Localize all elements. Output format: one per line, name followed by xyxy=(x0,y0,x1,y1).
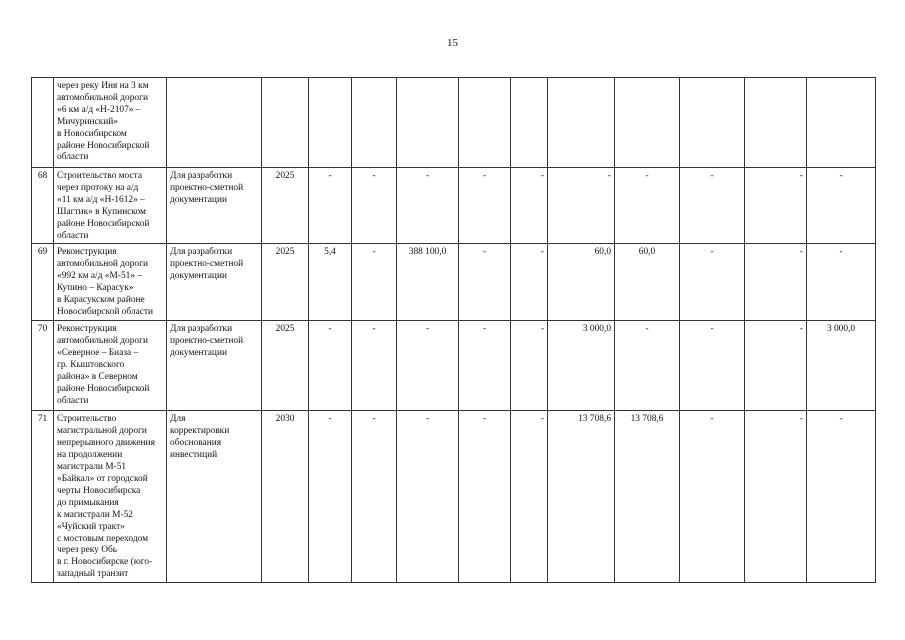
purpose-cell: Для разработки проектно-сметной документации xyxy=(167,244,262,321)
value-cell xyxy=(397,78,459,168)
value-cell: - xyxy=(309,168,352,244)
value-cell: - xyxy=(680,244,745,321)
value-cell: - xyxy=(615,168,680,244)
value-cell: 13 708,6 xyxy=(548,411,615,583)
table-row-continuation xyxy=(32,78,876,168)
purpose-cell: Для корректировки обоснования инвестиций xyxy=(167,411,262,583)
value-cell: 3 000,0 xyxy=(548,321,615,411)
value-cell: - xyxy=(511,321,548,411)
value-cell xyxy=(511,78,548,168)
value-cell: - xyxy=(807,168,876,244)
value-cell: - xyxy=(615,321,680,411)
value-cell: - xyxy=(352,244,397,321)
row-number-cell: 71 xyxy=(32,411,54,583)
project-name-cell: Строительство магистральной дороги непрерывного движения на продолжении магистрали М-51 «Байкал» от городской черты Новосибирска до примыкания к магистрали М-52 «Чуйский тракт» с мостовым переходом через реку Обь в г. Новосибирске (юго- западный транзит xyxy=(54,411,167,583)
value-cell: 13 708,6 xyxy=(615,411,680,583)
value-cell: - xyxy=(807,244,876,321)
project-name-cell: через реку Иня на 3 км автомобильной дороги «6 км а/д «Н-2107» – Мичуринский» в Новосибирском районе Новосибирской области xyxy=(54,78,167,168)
year-cell: 2025 xyxy=(262,321,309,411)
purpose-cell xyxy=(167,78,262,168)
row-number-cell: 69 xyxy=(32,244,54,321)
value-cell: - xyxy=(511,411,548,583)
value-cell: - xyxy=(459,321,511,411)
value-cell: - xyxy=(680,321,745,411)
value-cell: - xyxy=(352,168,397,244)
year-cell: 2025 xyxy=(262,168,309,244)
value-cell: - xyxy=(397,321,459,411)
year-cell xyxy=(262,78,309,168)
value-cell: 5,4 xyxy=(309,244,352,321)
value-cell: - xyxy=(397,411,459,583)
value-cell: - xyxy=(309,321,352,411)
purpose-cell: Для разработки проектно-сметной документации xyxy=(167,321,262,411)
value-cell xyxy=(615,78,680,168)
value-cell: - xyxy=(309,411,352,583)
purpose-cell: Для разработки проектно-сметной документации xyxy=(167,168,262,244)
value-cell: - xyxy=(745,168,807,244)
value-cell xyxy=(309,78,352,168)
project-name-cell: Строительство моста через протоку на а/д «11 км а/д «Н-1612» – Шагтик» в Купинском районе Новосибирской области xyxy=(54,168,167,244)
value-cell: - xyxy=(680,411,745,583)
value-cell: - xyxy=(807,411,876,583)
value-cell xyxy=(548,78,615,168)
value-cell: 388 100,0 xyxy=(397,244,459,321)
projects-table xyxy=(31,77,876,583)
row-number-cell: 68 xyxy=(32,168,54,244)
value-cell: - xyxy=(511,168,548,244)
value-cell: - xyxy=(548,168,615,244)
value-cell: - xyxy=(459,168,511,244)
value-cell: - xyxy=(397,168,459,244)
value-cell: - xyxy=(352,321,397,411)
value-cell xyxy=(352,78,397,168)
value-cell: 3 000,0 xyxy=(807,321,876,411)
value-cell: - xyxy=(680,168,745,244)
value-cell: - xyxy=(352,411,397,583)
value-cell xyxy=(459,78,511,168)
value-cell: - xyxy=(745,411,807,583)
value-cell xyxy=(680,78,745,168)
row-number-cell xyxy=(32,78,54,168)
year-cell: 2025 xyxy=(262,244,309,321)
value-cell: - xyxy=(745,244,807,321)
table-row xyxy=(32,321,876,411)
row-number-cell: 70 xyxy=(32,321,54,411)
page-number: 15 xyxy=(447,37,458,49)
value-cell: - xyxy=(459,411,511,583)
year-cell: 2030 xyxy=(262,411,309,583)
project-name-cell: Реконструкция автомобильной дороги «992 км а/д «М-51» – Купино – Карасук» в Карасукском районе Новосибирской области xyxy=(54,244,167,321)
value-cell: 60,0 xyxy=(615,244,680,321)
table-row xyxy=(32,244,876,321)
project-name-cell: Реконструкция автомобильной дороги «Северное – Биаза – гр. Кыштовского района» в Северном районе Новосибирской области xyxy=(54,321,167,411)
value-cell: - xyxy=(745,321,807,411)
value-cell xyxy=(745,78,807,168)
table-row xyxy=(32,168,876,244)
value-cell: - xyxy=(459,244,511,321)
value-cell xyxy=(807,78,876,168)
table-row xyxy=(32,411,876,583)
value-cell: - xyxy=(511,244,548,321)
value-cell: 60,0 xyxy=(548,244,615,321)
